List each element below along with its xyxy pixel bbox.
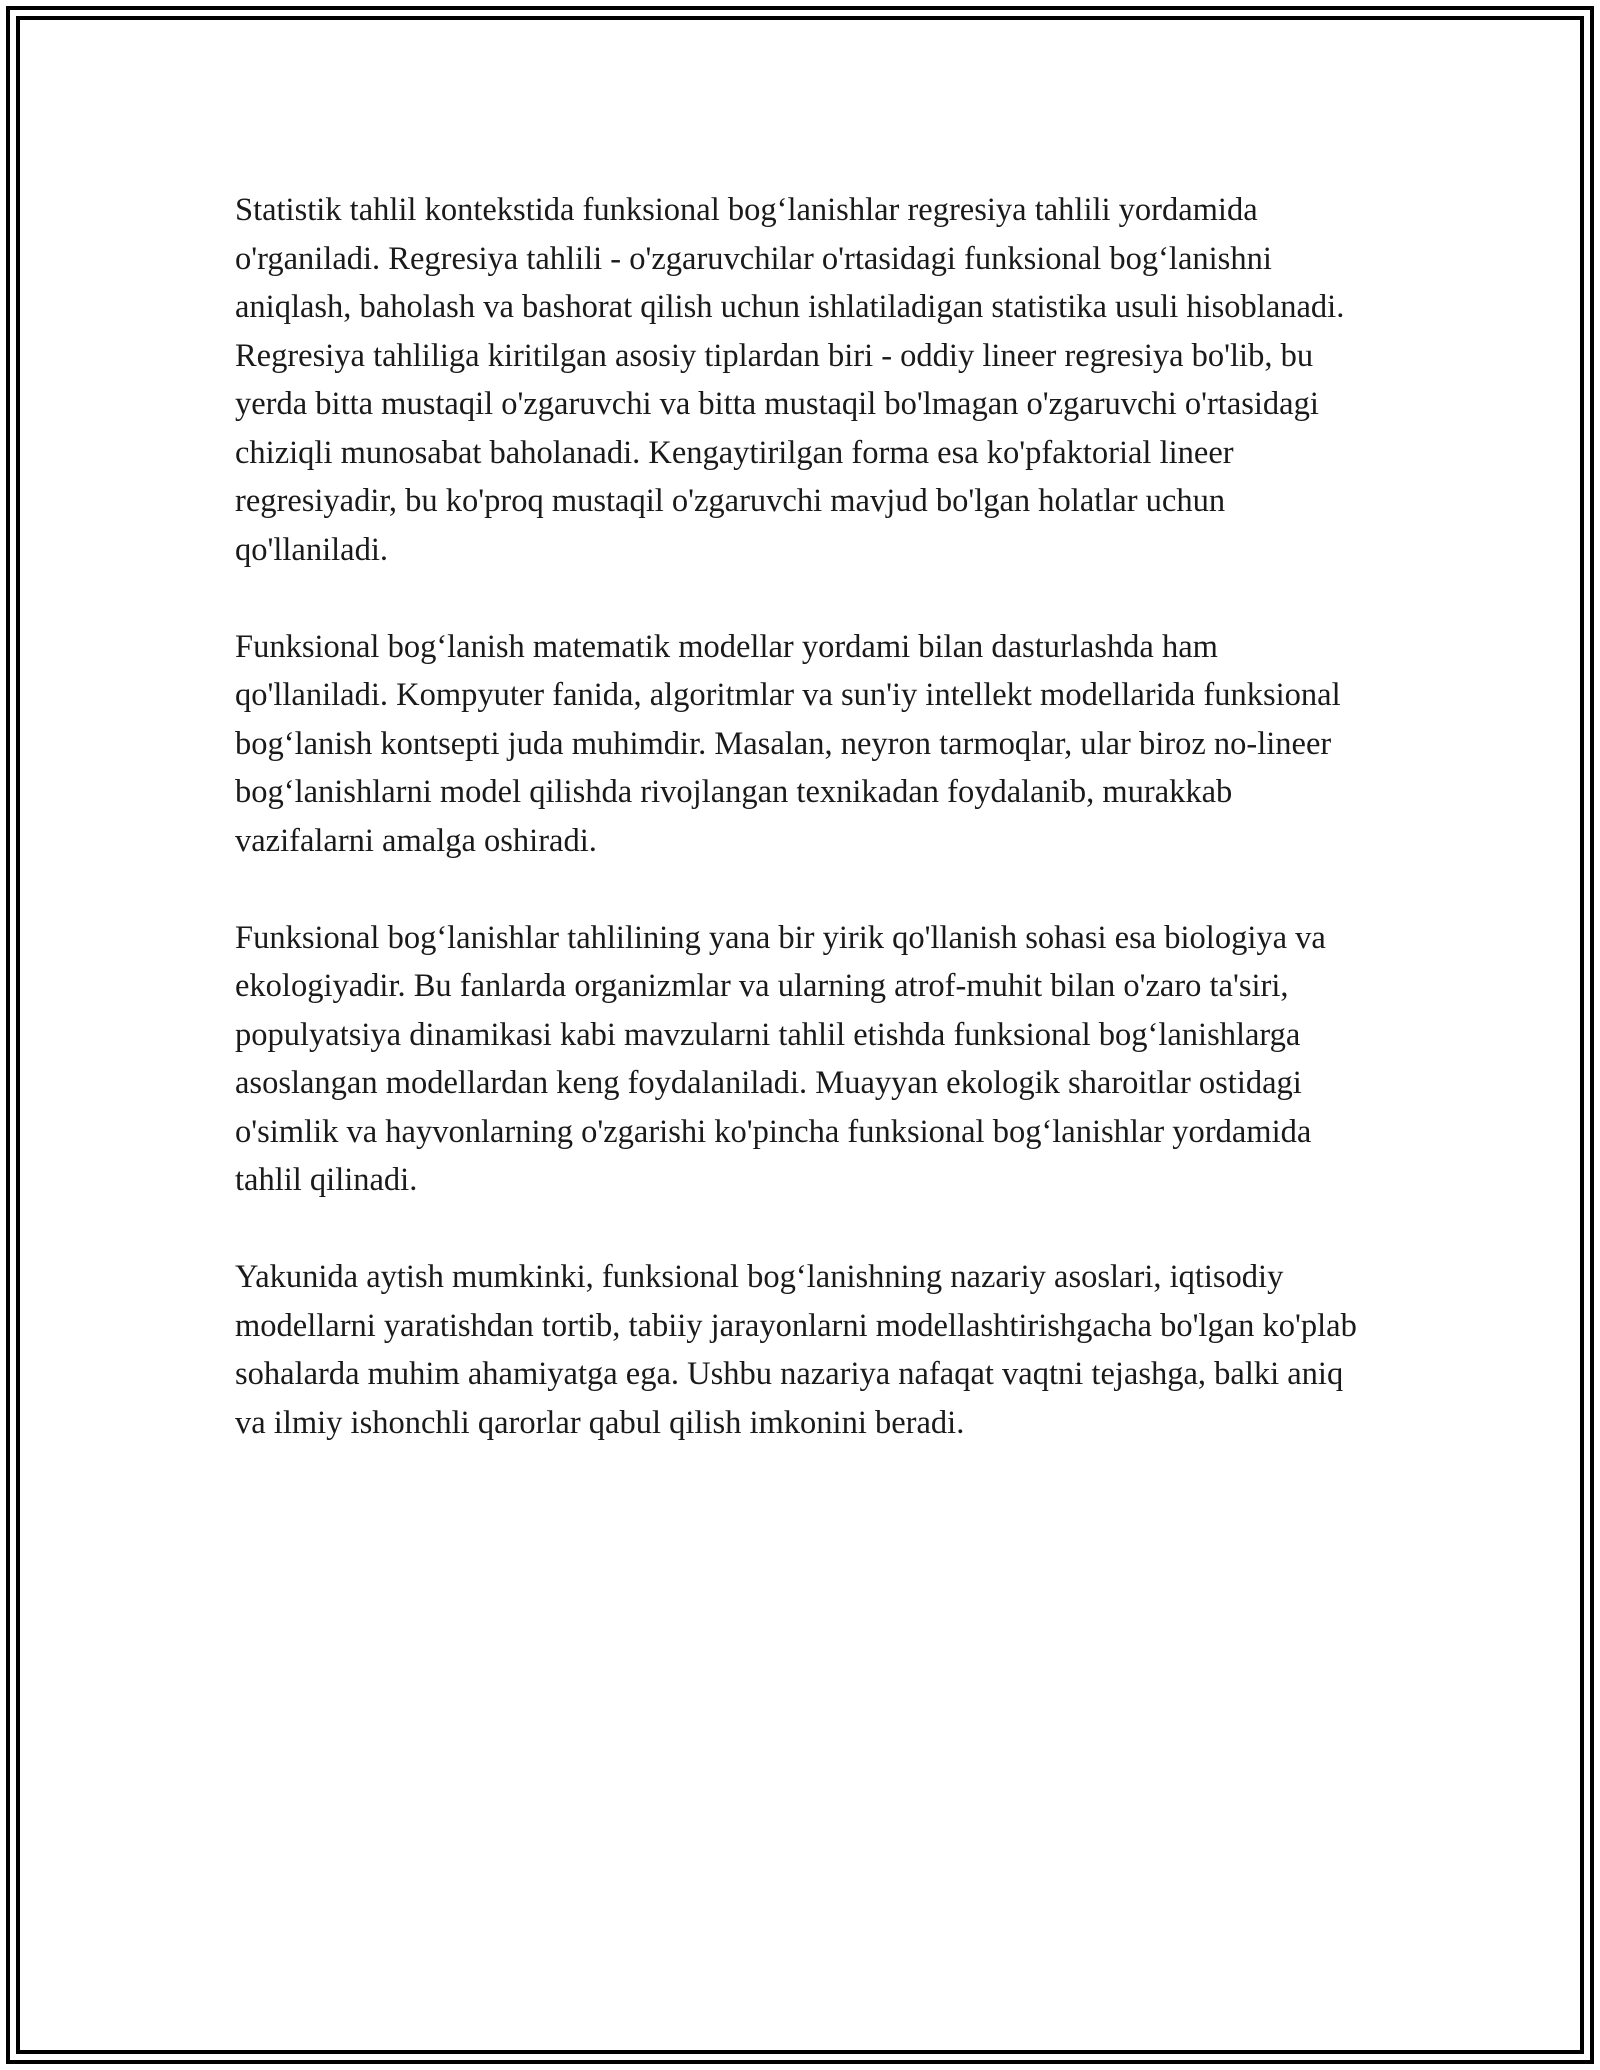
document-body bbox=[235, 186, 1365, 1496]
paragraph-regression-analysis: Statistik tahlil kontekstida funksional bog‘lanishlar regresiya tahlili yordamida o'rganiladi. Regresiya tahlili - o'zgaruvchilar o'rtasidagi funksional bog‘lanishni aniqlash, baholash va bashorat qilish uchun ishlatiladigan statistika usuli hisoblanadi. Regresiya tahliliga kiritilgan asosiy tiplardan biri - oddiy lineer regresiya bo'lib, bu yerda bitta mustaqil o'zgaruvchi va bitta mustaqil bo'lmagan o'zgaruvchi o'rtasidagi chiziqli munosabat baholanadi. Kengaytirilgan forma esa ko'pfaktorial lineer regresiyadir, bu ko'proq mustaqil o'zgaruvchi mavjud bo'lgan holatlar uchun qo'llaniladi. bbox=[235, 192, 1345, 568]
paragraph-conclusion: Yakunida aytish mumkinki, funksional bog‘lanishning nazariy asoslari, iqtisodiy modellarni yaratishdan tortib, tabiiy jarayonlarni modellashtirishgacha bo'lgan ko'plab sohalarda muhim ahamiyatga ega. Ushbu nazariya nafaqat vaqtni tejashga, balki aniq va ilmiy ishonchli qarorlar qabul qilish imkonini beradi. bbox=[235, 1259, 1357, 1441]
paragraph-programming-applications: Funksional bog‘lanish matematik modellar yordami bilan dasturlashda ham qo'llaniladi. Kompyuter fanida, algoritmlar va sun'iy intellekt modellarida funksional bog‘lanish kontsepti juda muhimdir. Masalan, neyron tarmoqlar, ular biroz no-lineer bog‘lanishlarni model qilishda rivojlangan texnikadan foydalanib, murakkab vazifalarni amalga oshiradi. bbox=[235, 628, 1341, 859]
paragraph-biology-ecology: Funksional bog‘lanishlar tahlilining yana bir yirik qo'llanish sohasi esa biologiya va ekologiyadir. Bu fanlarda organizmlar va ularning atrof-muhit bilan o'zaro ta'siri, populyatsiya dinamikasi kabi mavzularni tahlil etishda funksional bog‘lanishlarga asoslangan modellardan keng foydalaniladi. Muayyan ekologik sharoitlar ostidagi o'simlik va hayvonlarning o'zgarishi ko'pincha funksional bog‘lanishlar yordamida tahlil qilinadi. bbox=[235, 919, 1326, 1198]
